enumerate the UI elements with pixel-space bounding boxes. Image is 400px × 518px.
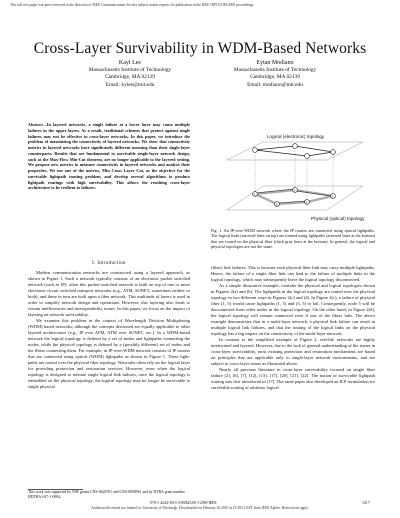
page-number: 1017 <box>362 501 370 505</box>
paragraph: In contrast to the simplified example of Figure 2, real-life networks are highly intertwined and layered. However, due to the lack of general understanding of the issues in cross-layer survivability, most existing protection and restoration mechanisms are based on principles that are applicable only to single-layer network environments, and are subject to cross-layer issues as illustrated above. <box>211 337 375 366</box>
author-city: Cambridge, MA 02139 <box>105 74 155 81</box>
left-column-text <box>28 270 190 390</box>
author-name: Kayi Lee <box>118 60 142 66</box>
paragraph: Nearly all previous literature in cross-layer survivability focused on single fiber failure [2], [6], [7], [12], [13], [17], [20], [21], [22]. The notion of survivable lightpath routing was first introduced in [17]. The same paper also developed an ILP formulation for survivable routing of arbitrary logical <box>211 367 375 390</box>
abstract-label: Abstract <box>28 122 43 127</box>
node-label: 3 <box>331 194 334 199</box>
abstract-text: —In layered networks, a single failure at a lower layer may cause multiple failures in the upper layers. As a result, traditional schemes that protect against single failures may not be effective in cross-layer networks. In this paper, we introduce the problem of maximizing the connectivity of layered networks. We show that connectivity metrics in layered networks have significantly different meaning than their single-layer counterparts. Results that are fundamental to survivable single-layer network design, such as the Max-Flow Min-Cut theorem, are no longer applicable to the layered setting. We propose new metrics to measure connectivity in layered networks and analyze their properties. We use one of the metrics, Min Cross Layer Cut, as the objective for the survivable lightpath routing problem, and develop several algorithms to produce lightpath routings with high survivability. This allows the resulting cross-layer architecture to be resilient to failures. <box>28 122 190 191</box>
node-label: 2 <box>293 188 296 193</box>
figure-caption: Fig. 1. An IP-over-WDM network where the IP routers are connected using optical lightpaths. The logical links (arrowed lines on top) are formed using lightpaths (arrowed lines at the bottom) that are routed on the physical fiber (thick gray lines at the bottom). In general, the logical and physical topologies are not the same. <box>211 228 375 250</box>
author-city: Cambridge, MA 02139 <box>250 74 300 81</box>
physical-topology-label: Physical (optical) topology <box>311 216 365 221</box>
paragraph: Modern communication networks are constructed using a layered approach, as shown in Figure 1. Such a network typically consists of an electronic packet switched network (such as IP); often this packet-switched network is built on top of one or more electronic circuit switched transport networks (e.g., ATM, SONET, sometimes neither or both), and these in turn are built upon a fiber network. This multitude of layers is used in order to simplify network design and operations. However, this layering also leads to certain inefficiencies and interoperability issues. In this paper, we focus on the impact of layering on network survivability. <box>28 270 190 317</box>
logical-topology-label: Logical (electronic) topology <box>267 134 325 139</box>
node-label: 4 <box>305 200 308 205</box>
author-name: Eytan Modiano <box>256 60 294 66</box>
right-column-text <box>211 265 375 391</box>
paragraph: (fiber) link failures. This is because each physical fiber link may carry multiple lightpaths. Hence, the failure of a single fiber link can lead to the failure of multiple links in the logical topology, which may subsequently leave the logical topology disconnected. <box>211 265 375 282</box>
node-label: 1 <box>253 192 256 197</box>
paper-title: Cross-Layer Survivability in WDM-Based Networks <box>33 40 367 57</box>
header-notice: This full text paper was peer reviewed at the direction of IEEE Communications Society subject matter experts for publication in the IEEE INFOCOM 2009 proceedings. <box>10 3 255 7</box>
author-block-2 <box>200 60 350 89</box>
footer-code: 978-1-4244-3513-5/09/$25.00 ©2009 IEEE <box>150 501 217 505</box>
node-label: 5 <box>275 202 278 207</box>
figure-1 <box>215 130 375 225</box>
paragraph: As a simple illustrative example, consider the physical and logical topologies shown in Figures 2(a) and (b). The lightpaths in the logical topology are routed over the physical topology in two different ways in Figures 2(c) and (d). In Figure 2(c), a failure of physical fiber (1, 5) would cause lightpaths (1, 5) and (3, 5) to fail. Consequently, node 5 will be disconnected from other nodes in the logical topology. On the other hand, in Figure 2(d), the logical topology will remain connected even if one of the fibers fails. The above example demonstrates that in a multi-layer network, a physical link failure can result in multiple logical link failures, and that the routing of the logical links on the physical topology has a big impact on the connectivity of the multi-layer network. <box>211 283 375 336</box>
section-heading: I. Introduction <box>92 261 126 266</box>
author-affiliation: Massachusetts Institute of Technology <box>88 67 172 74</box>
author-affiliation: Massachusetts Institute of Technology <box>233 67 317 74</box>
abstract <box>28 122 190 191</box>
paragraph: We examine this problem in the context of Wavelength Division Multiplexing (WDM) based networks; although the concepts discussed are equally applicable to other layered architectures (e.g., IP over ATM, ATM over SONET, etc.). In a WDM-based network the logical topology is defined by a set of nodes and lightpaths connecting the nodes, while the physical topology is defined by a (possibly different) set of nodes and the fibers connecting them. For example, in IP-over-WDM network consists of IP routers that are connected using optical (WDM) lightpaths as shown in Figure 1. These light-paths are routed over the physical fiber topology. Networks often rely on the logical layer for providing protection and restoration services. However, even when the logical topology is designed to tolerate single logical link failures, once the logical topology is embedded on the physical topology, the logical topology may no longer be survivable to single physical <box>28 318 190 389</box>
author-email: Email: kylee@mit.edu <box>105 81 155 88</box>
author-block-1 <box>55 60 205 89</box>
footnote: This work was supported by NSF grants CNS-0626781 and CNS-0830961 and by DTRA grant number HDTRA1-07-1-0004. <box>28 490 185 499</box>
author-email: Email: modiano@mit.edu <box>247 81 303 88</box>
network-diagram <box>215 130 375 225</box>
footer-license: Authorized licensed use limited to: University of Pittsburgh. Downloaded on February 16,2010 at 15:58:15 EST from IEEE Xplore. Restrictions apply. <box>91 506 309 510</box>
